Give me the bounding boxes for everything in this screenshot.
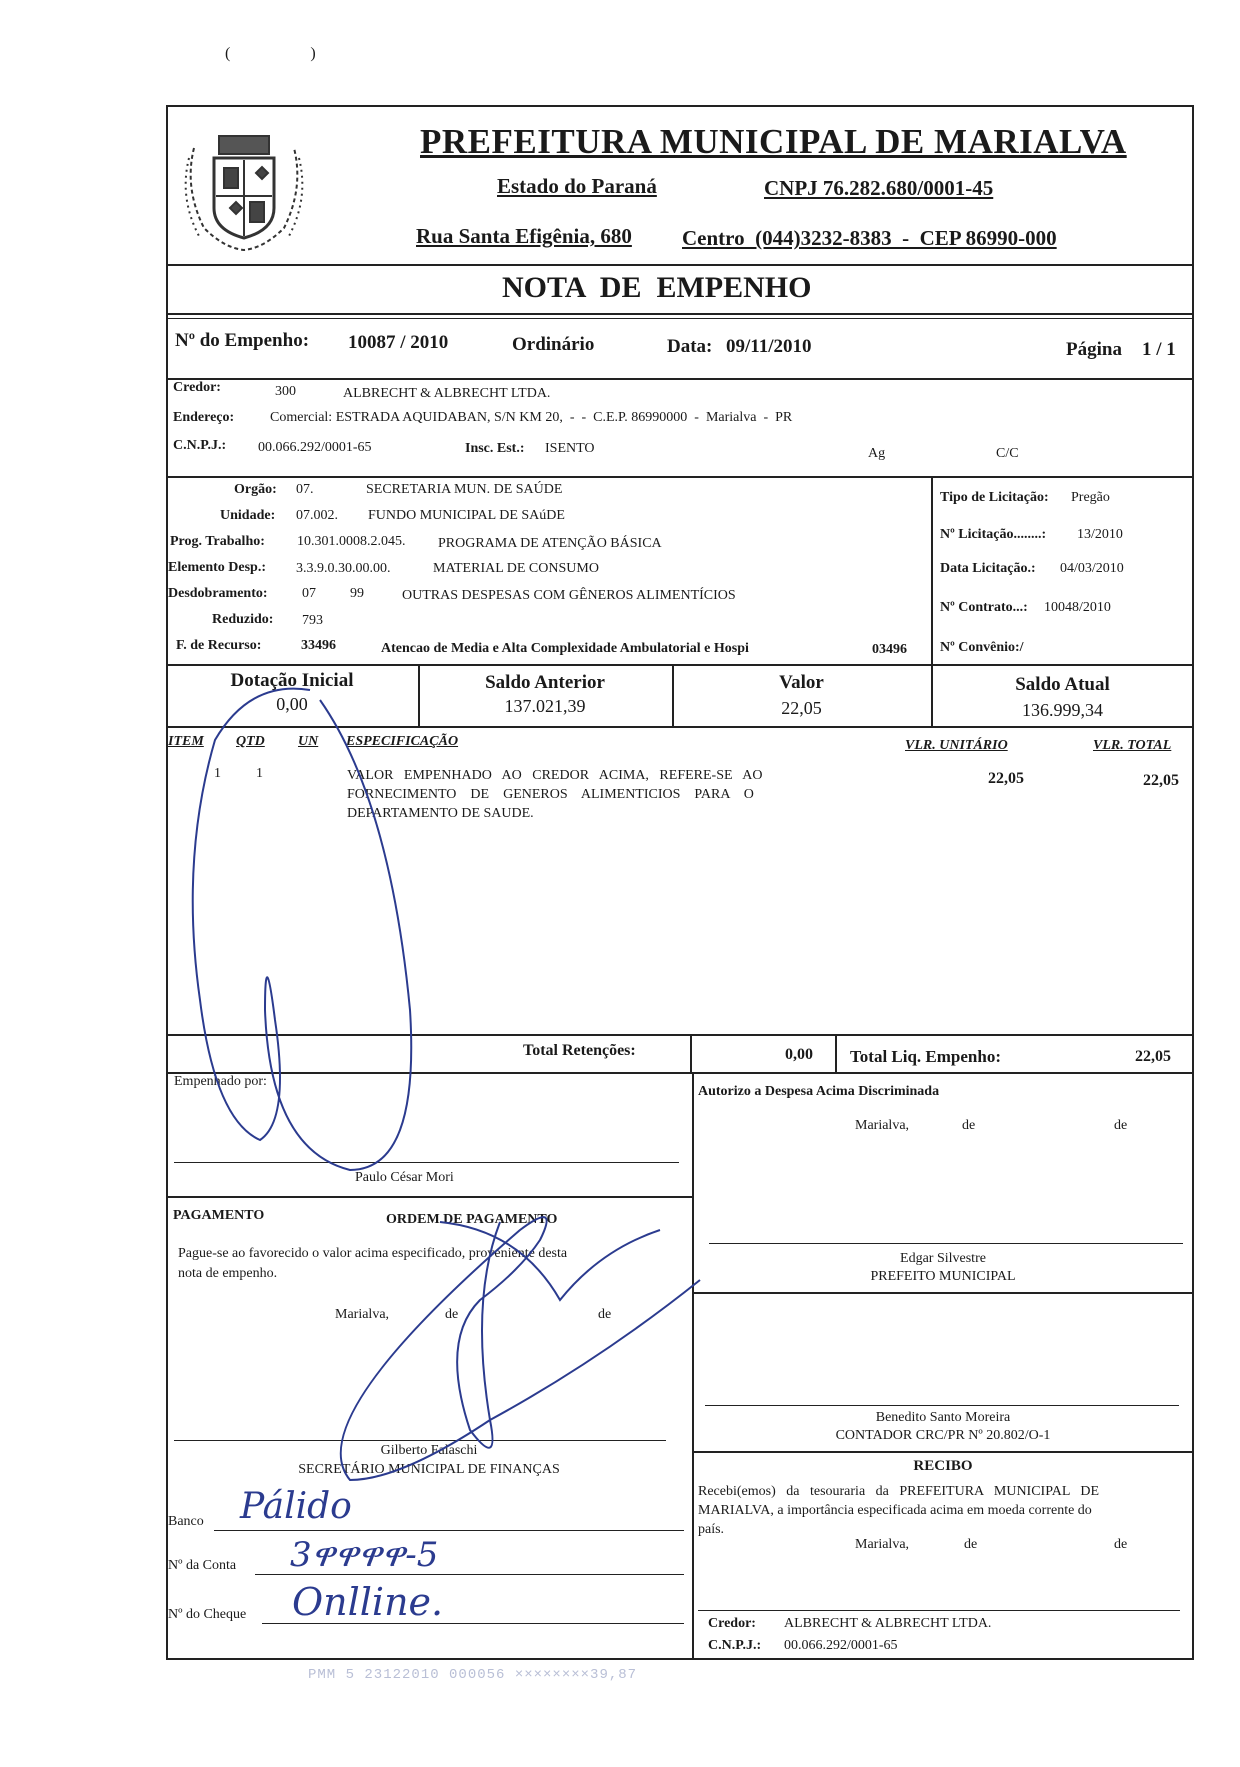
page-number: 1 / 1: [1142, 339, 1176, 360]
prefeito-role: PREFEITO MUNICIPAL: [870, 1269, 1016, 1284]
cheque-label: Nº do Cheque: [168, 1607, 247, 1622]
saldo-atual-label: Saldo Atual: [1015, 674, 1110, 695]
empenho-number: 10087 / 2010: [348, 332, 449, 353]
prog-code: 10.301.0008.2.045.: [297, 534, 406, 549]
credor-cnpj: 00.066.292/0001-65: [258, 440, 372, 455]
contrato-label: Nº Contrato...:: [940, 600, 1028, 615]
municipality-cnpj: CNPJ 76.282.680/0001-45: [764, 176, 994, 200]
pagamento-text-2: nota de empenho.: [178, 1266, 278, 1281]
desdob-label: Desdobramento:: [168, 586, 268, 601]
dotacao-inicial: 0,00: [276, 694, 308, 714]
col-especificacao: ESPECIFICAÇÃO: [346, 734, 459, 749]
ag-label: Ag: [868, 446, 886, 461]
contador-role: CONTADOR CRC/PR Nº 20.802/O-1: [835, 1428, 1051, 1443]
autorizo-label: Autorizo a Despesa Acima Discriminada: [698, 1084, 940, 1099]
item-unit-value: 22,05: [988, 770, 1024, 787]
unidade-code: 07.002.: [296, 508, 338, 523]
recibo-place: Marialva,: [855, 1537, 910, 1552]
col-valor-unitario: VLR. UNITÁRIO: [905, 738, 1008, 753]
reduzido-value: 793: [302, 613, 323, 628]
licitacao-tipo: Pregão: [1071, 490, 1110, 505]
empenhado-signature: [193, 689, 412, 1170]
municipality-address: Rua Santa Efigênia, 680: [416, 224, 632, 248]
secretario-name: Gilberto Falaschi: [380, 1443, 478, 1458]
pagamento-text-1: Pague-se ao favorecido o valor acima especificado, proveniente desta: [178, 1246, 568, 1261]
licitacao-data: 04/03/2010: [1060, 561, 1124, 576]
pagamento-de-2: de: [598, 1307, 612, 1322]
recibo-text-3: país.: [698, 1522, 725, 1537]
recibo-cnpj: 00.066.292/0001-65: [784, 1638, 898, 1653]
cheque-handwritten: Onlline.: [292, 1580, 444, 1624]
credor-label: Credor:: [173, 380, 221, 395]
recibo-cnpj-label: C.N.P.J.:: [708, 1638, 762, 1653]
retencoes-label: Total Retenções:: [523, 1042, 636, 1059]
corner-marks: ( ): [225, 45, 354, 62]
empenhado-label: Empenhado por:: [174, 1074, 267, 1089]
orgao-name: SECRETARIA MUN. DE SAÚDE: [366, 482, 563, 497]
saldo-anterior: 137.021,39: [504, 696, 586, 716]
empenho-date-label: Data:: [667, 336, 713, 357]
pagamento-place: Marialva,: [335, 1307, 390, 1322]
retencoes-value: 0,00: [785, 1046, 813, 1063]
item-spec-line-1: VALOR EMPENHADO AO CREDOR ACIMA, REFERE-SE AO: [347, 768, 763, 783]
col-item: ITEM: [168, 734, 204, 749]
secretario-role: SECRETÁRIO MUNICIPAL DE FINANÇAS: [298, 1462, 560, 1477]
licitacao-numero: 13/2010: [1077, 527, 1123, 542]
contador-name: Benedito Santo Moreira: [875, 1410, 1011, 1425]
orgao-label: Orgão:: [234, 482, 277, 497]
empenho-label: Nº do Empenho:: [175, 330, 310, 351]
empenho-date: 09/11/2010: [726, 336, 812, 357]
recurso-name: Atencao de Media e Alta Complexidade Ambulatorial e Hospi: [381, 641, 749, 656]
insc-label: Insc. Est.:: [465, 441, 525, 456]
recibo-credor-label: Credor:: [708, 1616, 756, 1631]
processing-stamp: PMM 5 23122010 000056 ××××××××39,87: [308, 1667, 638, 1683]
endereco-label: Endereço:: [173, 410, 235, 425]
recurso-code: 33496: [301, 638, 336, 653]
pagamento-de-1: de: [445, 1307, 459, 1322]
unidade-name: FUNDO MUNICIPAL DE SAúDE: [368, 508, 565, 523]
valor-label: Valor: [779, 672, 824, 693]
municipality-title: PREFEITURA MUNICIPAL DE MARIALVA: [420, 122, 1127, 161]
ordem-pagamento-label: ORDEM DE PAGAMENTO: [386, 1212, 558, 1227]
secretario-signature: [341, 1217, 700, 1480]
recurso-label: F. de Recurso:: [176, 638, 262, 653]
orgao-code: 07.: [296, 482, 314, 497]
recibo-de-1: de: [964, 1537, 978, 1552]
liquido-value: 22,05: [1135, 1048, 1171, 1065]
banco-label: Banco: [168, 1514, 204, 1529]
recibo-credor: ALBRECHT & ALBRECHT LTDA.: [784, 1616, 992, 1631]
banco-handwritten: Pálido: [240, 1486, 352, 1527]
contrato-value: 10048/2010: [1044, 600, 1111, 615]
empenho-type: Ordinário: [512, 334, 595, 355]
item-spec-line-2: FORNECIMENTO DE GENEROS ALIMENTICIOS PARA O: [347, 787, 754, 802]
dotacao-inicial-label: Dotação Inicial: [230, 670, 354, 691]
col-valor-total: VLR. TOTAL: [1093, 738, 1172, 753]
elemento-label: Elemento Desp.:: [168, 560, 266, 575]
recurso-code2: 03496: [872, 642, 907, 657]
credor-cnpj-label: C.N.P.J.:: [173, 438, 227, 453]
item-number: 1: [214, 766, 221, 781]
page-label: Página: [1066, 339, 1122, 360]
municipality-contact: Centro (044)3232-8383 - CEP 86990-000: [682, 226, 1057, 250]
elemento-name: MATERIAL DE CONSUMO: [433, 561, 599, 576]
item-qtd: 1: [256, 766, 263, 781]
licitacao-tipo-label: Tipo de Licitação:: [940, 490, 1049, 505]
licitacao-numero-label: Nº Licitação........:: [940, 527, 1047, 542]
desdob-code2: 99: [350, 586, 364, 601]
credor-code: 300: [275, 384, 296, 399]
credor-address: Comercial: ESTRADA AQUIDABAN, S/N KM 20, - - C.E.P. 86990000 - Marialva - PR: [270, 410, 793, 425]
conta-handwritten: 3ዋዋዋዋ-5: [290, 1535, 439, 1575]
recibo-title: RECIBO: [913, 1458, 973, 1474]
credor-name: ALBRECHT & ALBRECHT LTDA.: [343, 386, 551, 401]
col-qtd: QTD: [236, 734, 265, 749]
pagamento-label: PAGAMENTO: [173, 1208, 265, 1223]
state-name: Estado do Paraná: [497, 174, 657, 198]
liquido-label: Total Liq. Empenho:: [850, 1047, 1001, 1066]
recibo-text-1: Recebi(emos) da tesouraria da PREFEITURA MUNICIPAL DE: [698, 1484, 1100, 1499]
prefeito-name: Edgar Silvestre: [900, 1251, 986, 1266]
item-total-value: 22,05: [1143, 772, 1179, 789]
insc-value: ISENTO: [545, 441, 595, 456]
elemento-code: 3.3.9.0.30.00.00.: [296, 561, 391, 576]
desdob-name: OUTRAS DESPESAS COM GÊNEROS ALIMENTÍCIOS: [402, 588, 736, 603]
prog-name: PROGRAMA DE ATENÇÃO BÁSICA: [438, 536, 662, 551]
secretario-signature-flourish: [440, 1222, 660, 1300]
saldo-atual: 136.999,34: [1022, 700, 1103, 720]
autorizo-place: Marialva,: [855, 1118, 910, 1133]
autorizo-de-2: de: [1114, 1118, 1128, 1133]
reduzido-label: Reduzido:: [212, 612, 274, 627]
col-un: UN: [298, 734, 319, 749]
doc-title: NOTA DE EMPENHO: [502, 271, 812, 304]
valor-value: 22,05: [781, 698, 822, 718]
recibo-de-2: de: [1114, 1537, 1128, 1552]
conta-label: Nº da Conta: [168, 1558, 237, 1573]
empenhado-signer: Paulo César Mori: [355, 1170, 454, 1185]
recibo-text-2: MARIALVA, a importância especificada acima em moeda corrente do: [698, 1503, 1092, 1518]
unidade-label: Unidade:: [220, 508, 276, 523]
prog-label: Prog. Trabalho:: [170, 534, 265, 549]
licitacao-data-label: Data Licitação.:: [940, 561, 1036, 576]
cc-label: C/C: [996, 446, 1019, 461]
item-spec-line-3: DEPARTAMENTO DE SAUDE.: [347, 806, 534, 821]
desdob-code: 07: [302, 586, 316, 601]
saldo-anterior-label: Saldo Anterior: [485, 672, 605, 693]
convenio-label: Nº Convênio:/: [940, 640, 1024, 655]
autorizo-de-1: de: [962, 1118, 976, 1133]
